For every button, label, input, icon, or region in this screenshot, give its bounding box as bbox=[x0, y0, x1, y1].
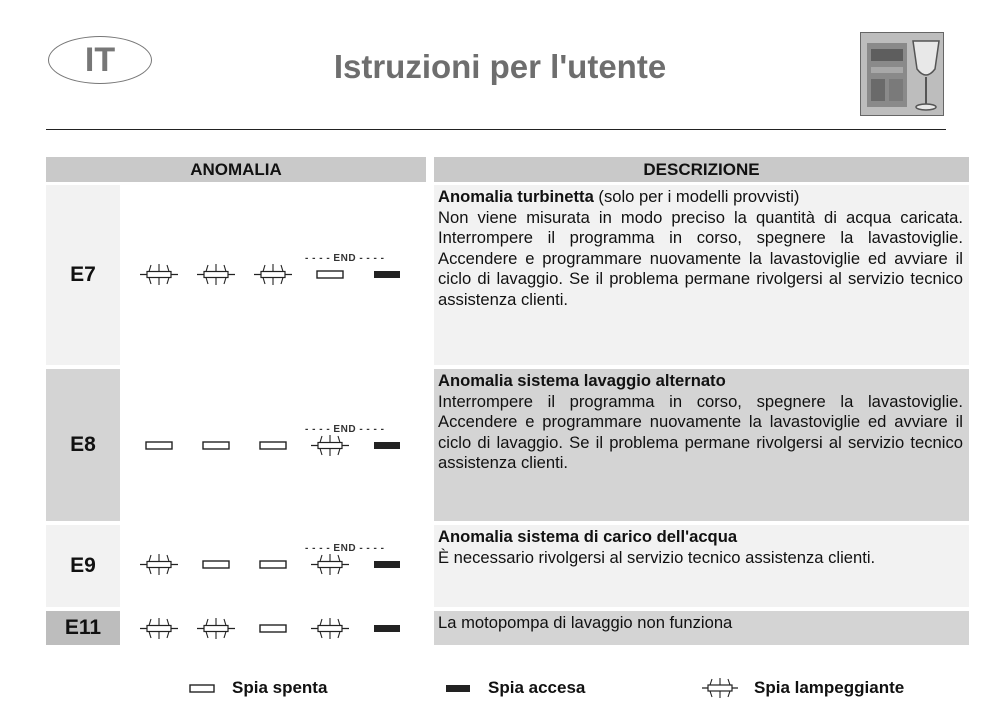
end-marker: - - - - END - - - - bbox=[305, 253, 385, 264]
indicator-lights-e11 bbox=[120, 611, 425, 645]
error-code-e11: E11 bbox=[46, 611, 120, 645]
light-blinking-icon bbox=[140, 253, 180, 293]
description-title-note: (solo per i modelli provvisti) bbox=[593, 187, 800, 206]
end-marker: - - - - END - - - - bbox=[305, 543, 385, 554]
light-off-icon bbox=[188, 682, 218, 694]
header-divider bbox=[46, 129, 946, 130]
description-e8 bbox=[434, 369, 969, 521]
description-title: Anomalia sistema di carico dell'acqua bbox=[438, 527, 738, 546]
column-header-anomaly: ANOMALIA bbox=[46, 157, 426, 182]
light-blinking-icon bbox=[140, 543, 180, 583]
description-title: Anomalia turbinetta bbox=[438, 187, 594, 206]
light-off-icon bbox=[140, 424, 180, 464]
light-off-icon bbox=[254, 607, 294, 647]
column-header-description: DESCRIZIONE bbox=[434, 157, 969, 182]
light-off-icon bbox=[197, 424, 237, 464]
light-off-icon bbox=[254, 543, 294, 583]
light-blinking-icon bbox=[700, 677, 740, 699]
light-blinking-icon bbox=[197, 607, 237, 647]
language-badge: IT bbox=[48, 36, 152, 84]
light-blinking-icon bbox=[254, 253, 294, 293]
description-body: Non viene misurata in modo preciso la quantità di acqua caricata. Interrompere il programma in corso, spegnere la lavastoviglie. Accendere e programmare nuovamente la lavastoviglie ed avviare il ciclo di lavaggio. Se il problema permane rivolgersi al servizio tecnico assistenza clienti. bbox=[438, 207, 963, 309]
description-body: È necessario rivolgersi al servizio tecnico assistenza clienti. bbox=[438, 547, 876, 567]
end-marker: - - - - END - - - - bbox=[305, 424, 385, 435]
description-body: Interrompere il programma in corso, spegnere la lavastoviglie. Accendere e programmare nuovamente la lavastoviglie ed avviare il ciclo di lavaggio. Se il problema permane rivolgersi al servizio tecnico assistenza clienti. bbox=[438, 391, 963, 472]
description-e7 bbox=[434, 185, 969, 365]
legend-label: Spia accesa bbox=[488, 678, 586, 697]
description-e9 bbox=[434, 525, 969, 607]
light-blinking-icon bbox=[140, 607, 180, 647]
legend-light-on bbox=[444, 677, 585, 699]
legend-label: Spia spenta bbox=[232, 678, 328, 697]
legend-label: Spia lampeggiante bbox=[754, 678, 905, 697]
indicator-lights-e7 bbox=[120, 185, 425, 365]
page-title: Istruzioni per l'utente bbox=[333, 48, 667, 85]
indicator-lights-e9 bbox=[120, 525, 425, 607]
light-off-icon bbox=[197, 543, 237, 583]
light-blinking-icon bbox=[197, 253, 237, 293]
legend-light-blinking bbox=[700, 677, 904, 699]
error-code-e7: E7 bbox=[46, 185, 120, 365]
light-off-icon bbox=[254, 424, 294, 464]
indicator-lights-e8 bbox=[120, 369, 425, 521]
error-code-e8: E8 bbox=[46, 369, 120, 521]
light-blinking-icon bbox=[311, 607, 351, 647]
wine-glass-kitchen-icon bbox=[860, 32, 944, 116]
description-e11 bbox=[434, 611, 969, 645]
error-code-e9: E9 bbox=[46, 525, 120, 607]
description-title: Anomalia sistema lavaggio alternato bbox=[438, 371, 726, 390]
light-on-icon bbox=[368, 607, 408, 647]
light-on-icon bbox=[444, 682, 474, 694]
description-body: La motopompa di lavaggio non funziona bbox=[438, 613, 733, 632]
legend-light-off bbox=[188, 677, 327, 699]
